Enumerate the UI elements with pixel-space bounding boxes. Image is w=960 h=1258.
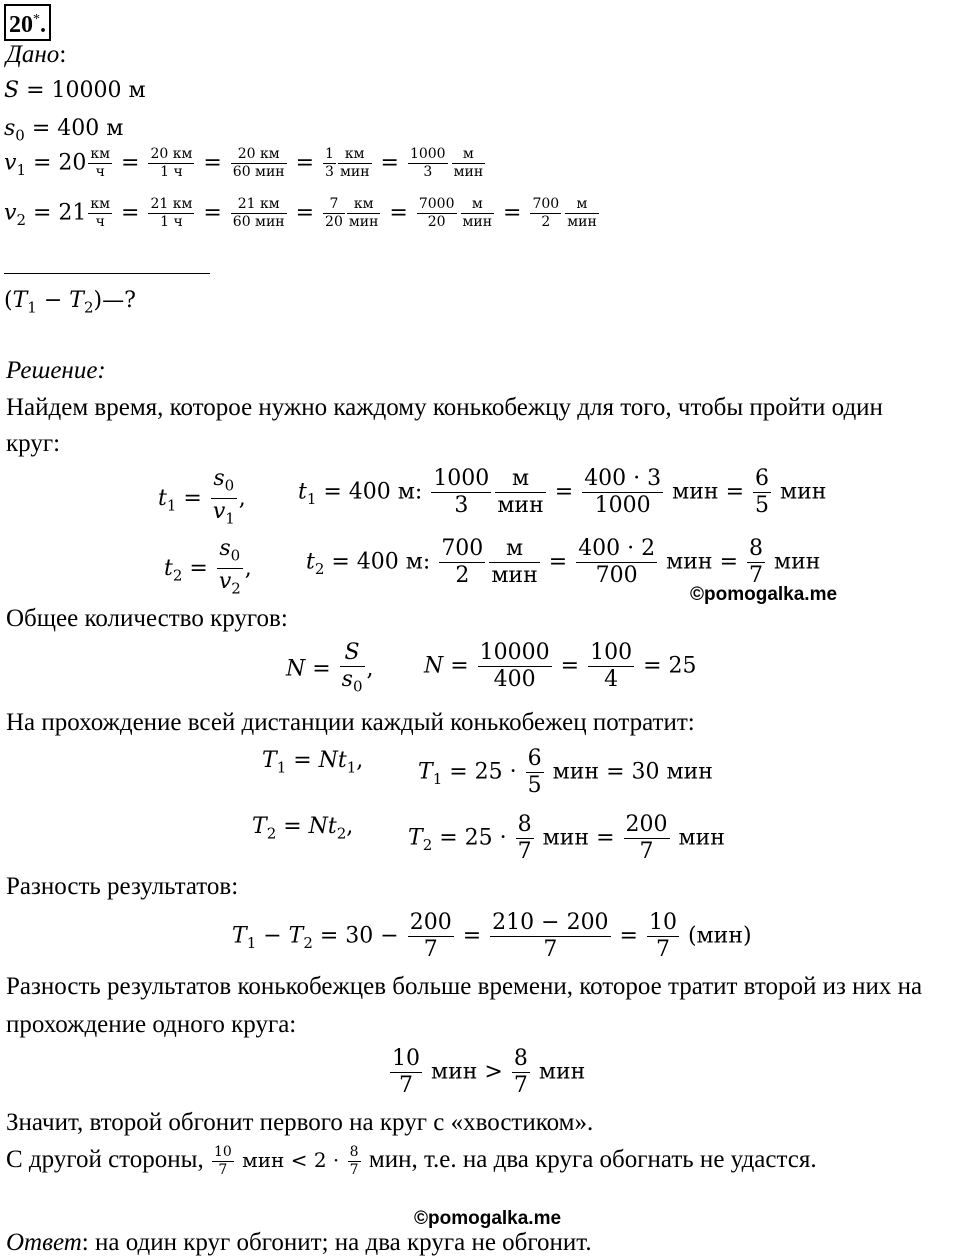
given-S: S = 10000 м — [4, 78, 146, 103]
solution-text-1: Найдем время, которое нужно каждому конькобежцу для того, чтобы пройти один — [6, 394, 883, 421]
formula-t1-calc: $t_1 = 400$ м: $\frac{1000}{3}$ $\frac{м}{\text{мин}}$ = $\frac{400 \cdot 3}{1000}$ мин = $\frac{6}{5}$ мин — [298, 466, 827, 518]
solution-text-7: С другой стороны, $\frac{10}{7}$ мин < 2 · $\frac{8}{7}$ мин, т.е. на два круга обогнать не удастся. — [6, 1144, 817, 1178]
watermark: ©pomogalka.me — [690, 584, 838, 605]
formula-difference: $T_1 - T_2 = 30$ − $\frac{200}{7}$ = $\frac{210 - 200}{7}$ = $\frac{10}{7}$ (мин) — [232, 910, 752, 962]
formula-t1: $t_1$ = $\frac{s_0}{v_1}$ , — [158, 466, 246, 528]
formula-N: N = $\frac{S}{s_0}$ , — [286, 640, 374, 696]
problem-number: 20*. — [4, 4, 51, 41]
formula-T2-calc: $T_2 = 25$ · $\frac{8}{7}$ мин = $\frac{200}{7}$ мин — [408, 812, 725, 864]
unknown: ($T_1$ − $T_2)—$? — [4, 288, 136, 317]
solution-label: Решение: — [6, 357, 106, 384]
given-s0: $s_0 = 400$ м — [4, 116, 124, 145]
solution-text-5: Разность результатов конькобежцев больше времени, которое тратит второй из них на — [6, 973, 923, 1000]
solution-text-5b: прохождение одного круга: — [6, 1011, 297, 1038]
given-label: Дано: — [6, 41, 67, 68]
given-separator — [4, 273, 210, 274]
formula-comparison: $\frac{10}{7}$ мин > $\frac{8}{7}$ мин — [392, 1046, 586, 1098]
solution-text-4: Разность результатов: — [6, 873, 239, 900]
solution-text-3: На прохождение всей дистанции каждый конькобежец потратит: — [6, 709, 695, 736]
watermark-bottom: ©pomogalka.me — [414, 1208, 562, 1229]
solution-text-1b: круг: — [6, 430, 61, 457]
formula-t2-calc: $t_2 = 400$ м: $\frac{700}{2}$ $\frac{м}{\text{мин}}$ = $\frac{400 \cdot 2}{700}$ мин = $\frac{8}{7}$ мин — [306, 536, 821, 588]
formula-T1: $T_1 = Nt_1$, — [262, 748, 364, 777]
given-v1: $v_1 = 20$ $\frac{км}{ч}$ = $\frac{20 км}{1 ч}$ = $\frac{20 км}{\text{60 мин}}$ = $\frac{1}{3}$ $\frac{км}{\text{мин}}$ = $\frac{1000}{3}$ $\frac{м}{\text{мин}}$ — [4, 146, 484, 180]
formula-t2: $t_2$ = $\frac{s_0}{v_2}$ , — [164, 536, 252, 598]
formula-T2: $T_2 = Nt_2$, — [252, 814, 354, 843]
answer: Ответ: на один круг обгонит; на два круга не обгонит. — [6, 1229, 592, 1256]
given-v2: $v_2 = 21$ $\frac{км}{ч}$ = $\frac{21 км}{1 ч}$ = $\frac{21 км}{\text{60 мин}}$ = $\frac{7}{20}$ $\frac{км}{\text{мин}}$ = $\frac{7000}{20}$ $\frac{м}{\text{мин}}$ = $\frac{700}{2}$ $\frac{м}{\text{мин}}$ — [4, 196, 597, 230]
solution-text-2: Общее количество кругов: — [6, 605, 288, 632]
formula-T1-calc: $T_1 = 25$ · $\frac{6}{5}$ мин = 30 мин — [418, 746, 713, 798]
formula-N-calc: N = $\frac{10000}{400}$ = $\frac{100}{4}$ = 25 — [424, 640, 697, 692]
solution-text-6: Значит, второй обгонит первого на круг с «хвостиком». — [6, 1109, 594, 1136]
